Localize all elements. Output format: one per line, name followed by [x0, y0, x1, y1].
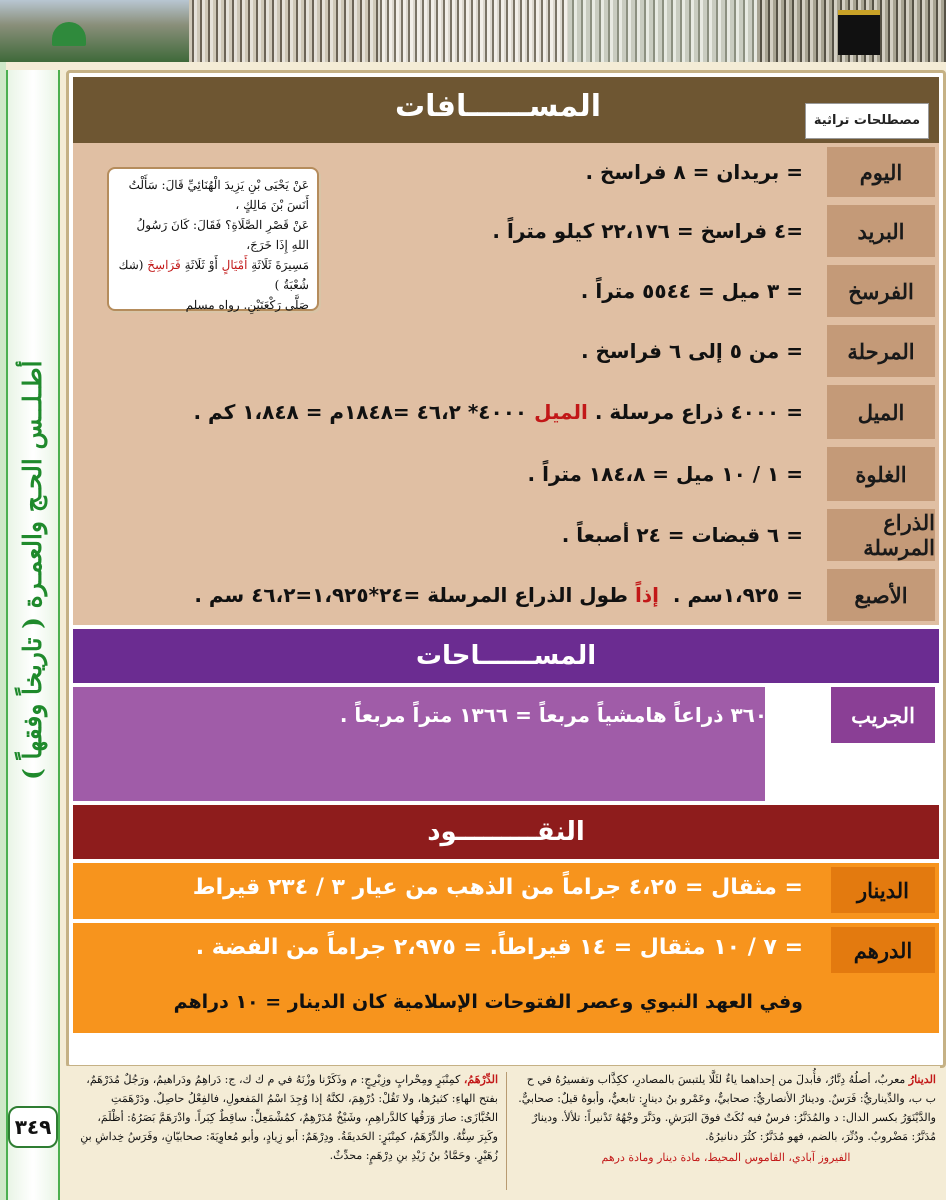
photo-mosque: [0, 0, 189, 62]
photo-tents: [568, 0, 757, 62]
sidebar: [6, 70, 60, 1200]
heritage-terms-badge: مصطلحات تراثية: [805, 103, 929, 139]
row-jarib: [73, 687, 939, 801]
hadith-line: [117, 255, 309, 295]
hadith-line: صَلَّى رَكْعَتَيْنِ. رواه مسلم: [185, 298, 309, 312]
row-value: = ١ / ١٠ ميل = ١٨٤،٨ متراً .: [527, 462, 803, 486]
row-value: = ٣ ميل = ٥٥٤٤ متراً .: [580, 279, 803, 303]
kaaba-icon: [838, 10, 880, 55]
value-highlight: الميل: [534, 400, 588, 424]
money-header: النقـــــــــود: [73, 805, 939, 859]
row-label: الأصبع: [827, 569, 935, 621]
row-label: الجريب: [831, 687, 935, 743]
hadith-text: أَوْ ثَلَاثَةِ: [184, 258, 218, 272]
row-marhala: [73, 321, 939, 381]
row-label: الغلوة: [827, 447, 935, 501]
notes-divider: [506, 1072, 507, 1190]
row-value: = ٣٦٠٠ ذراعاً هامشياً مربعاً = ١٣٦٦ متراً مربعاً .: [339, 703, 803, 727]
note-text: كمِنْبَرٍ ومِحْرابٍ وزِبْرِجٍ: م وذَكَرْنا وزْنَهُ في م ك ك، ج: دَراهِمُ ودَراهيمُ، ورَجُلٌ مُدَرْهَمٌ، بفتح الهاءِ: كثيرُها، ولا تَقُلْ: دُرْهِمَ، لكنَّهُ إذا وُجِدَ اسْمُ المَفعولِ، فالفِعْلُ حاصِلٌ. ودَرْهَمَتِ الخُبَّازَى: صارَ وَرَقُها كالدَّراهِمِ، وشَيْخٌ مُدَرْهِمٌ، كمُشْمَعِلٍّ: ساقِطٌ كِبَراً. وادْرَهَمَّ بَصَرُهُ: أظْلَمَ، وكَبِرَ سِنُّهُ. والدِّرْهَمُ، كمِنْبَرٍ: الحَديقَةُ. ودِرْهَمٌ: أبو زِيادٍ، وأبو مُعاوِيَةَ: صحابيّانِ، وفَرَسُ خِداشِ بنِ زُهَيْرٍ. وحَمَّادُ بنُ زَيْدِ بنِ دِرْهَمٍ: محدِّثٌ.: [80, 1073, 498, 1162]
footnotes: [66, 1066, 940, 1196]
areas-header: المســــــاحات: [73, 629, 939, 683]
value-highlight: إذاً: [634, 583, 659, 607]
hadith-text: مَسِيرَةَ ثَلَاثَةِ: [251, 258, 309, 272]
row-value: = ٦ قبضات = ٢٤ أصبعاً .: [561, 523, 803, 547]
row-value: = ٧ / ١٠ مثقال = ١٤ قيراطاً. = ٢،٩٧٥ جراماً من الفضة .: [195, 935, 803, 960]
row-label: البريد: [827, 205, 935, 257]
row-value: [193, 381, 803, 443]
row-value: = بريدان = ٨ فراسخ .: [585, 160, 803, 184]
row-value: = من ٥ إلى ٦ فراسخ .: [580, 339, 803, 363]
row-finger: [73, 565, 939, 625]
hadith-line: عَنْ يَحْيَى بْنِ يَزِيدَ الْهُنَائِيِّ قَالَ: سَأَلْتُ أَنَسَ بْنَ مَالِكٍ ،: [128, 178, 309, 212]
note-source: الفيروز آبادي، القاموس المحيط، مادة دينار ومادة درهم: [601, 1151, 851, 1164]
value-main: = ٤٠٠٠ ذراع مرسلة .: [594, 400, 803, 424]
hadith-line: عَنْ قَصْرِ الصَّلَاةِ؟ فَقَالَ: كَانَ رَسُولُ اللهِ إِذَا خَرَجَ،: [136, 218, 309, 252]
dirham-note: [74, 1070, 498, 1165]
row-label: اليوم: [827, 147, 935, 197]
book-title: أطـلــس الحـج والعمـرة ( تاريخاً وفقهاً ): [18, 360, 47, 780]
row-value: [194, 565, 803, 625]
photo-arafat: [189, 0, 378, 62]
row-label: الفرسخ: [827, 265, 935, 317]
hadith-highlight: فَرَاسِخَ: [147, 258, 181, 272]
row-label: المرحلة: [827, 325, 935, 377]
row-dinar: [73, 863, 939, 919]
page-number: ٣٤٩: [8, 1106, 58, 1148]
header-photo-strip: [0, 0, 946, 62]
row-ghalwa: [73, 443, 939, 505]
value-main: = ١،٩٢٥سم .: [672, 583, 803, 607]
row-cubit: [73, 505, 939, 565]
hadith-highlight: أَمْيَالٍ: [221, 258, 248, 272]
value-calc: ٤٠٠٠* ٤٦،٢ =١٨٤٨م = ١،٨٤٨ كم .: [193, 400, 528, 424]
distances-title: المســــــافات: [394, 89, 602, 124]
note-text: معربٌ، أصلُهُ دِنَّارٌ، فأُبدلَ من إحداهما ياءٌ لئَلَّا يلتبسَ بالمصادرِ، ككِذَّاب وتفسيرُهُ في ح ب ب، والدِّيناريُّ: فَرَسٌ. ودينارُ الأنصاريُّ: صحابيٌّ، وعَمْرو بنُ دينارٍ: تابعيٌّ، وأبوهُ قيلٌ: صحابيٌّ. والدَّيْنَوَرُ بكسر الدال: د والمُدَنَّرُ: فرسٌ فيه نُكَتٌ فوقَ البَرَشِ. ودَنَّرَ وجْهُهُ تَدْنيراً: تلألأ. ودينارٌ مُدَنَّرٌ: مَضْروبٌ. ودُنِّرَ، بالضم، فهو مُدَنَّرٌ: كثُرَ دنانيرُهُ.: [518, 1073, 936, 1143]
row-dirham: [73, 923, 939, 1033]
row-label: الذراع المرسلة: [827, 509, 935, 561]
content-panel: [66, 70, 946, 1068]
value-calc: طول الذراع المرسلة =٢٤*١،٩٢٥=٤٦،٢ سم .: [194, 583, 629, 607]
row-mile: [73, 381, 939, 443]
row-value: =٤ فراسخ = ٢٢،١٧٦ كيلو متراً .: [492, 219, 803, 243]
photo-pilgrims: [378, 0, 567, 62]
distances-header: [73, 77, 939, 143]
row-value: = مثقال = ٤،٢٥ جراماً من الذهب من عيار ٣ / ٢٣٤ قيراط: [192, 875, 803, 900]
dinar-note: [516, 1070, 936, 1167]
row-note: وفي العهد النبوي وعصر الفتوحات الإسلامية كان الدينار = ١٠ دراهم: [173, 991, 803, 1013]
note-term: الدينارُ: [908, 1073, 936, 1086]
note-term: الدِّرْهَمُ،: [463, 1073, 498, 1086]
hadith-box: [107, 167, 319, 311]
hadith-text: (شك شُعْبَةُ ): [118, 258, 309, 292]
row-label: الميل: [827, 385, 935, 439]
row-label: الدرهم: [831, 927, 935, 973]
row-label: الدينار: [831, 867, 935, 913]
